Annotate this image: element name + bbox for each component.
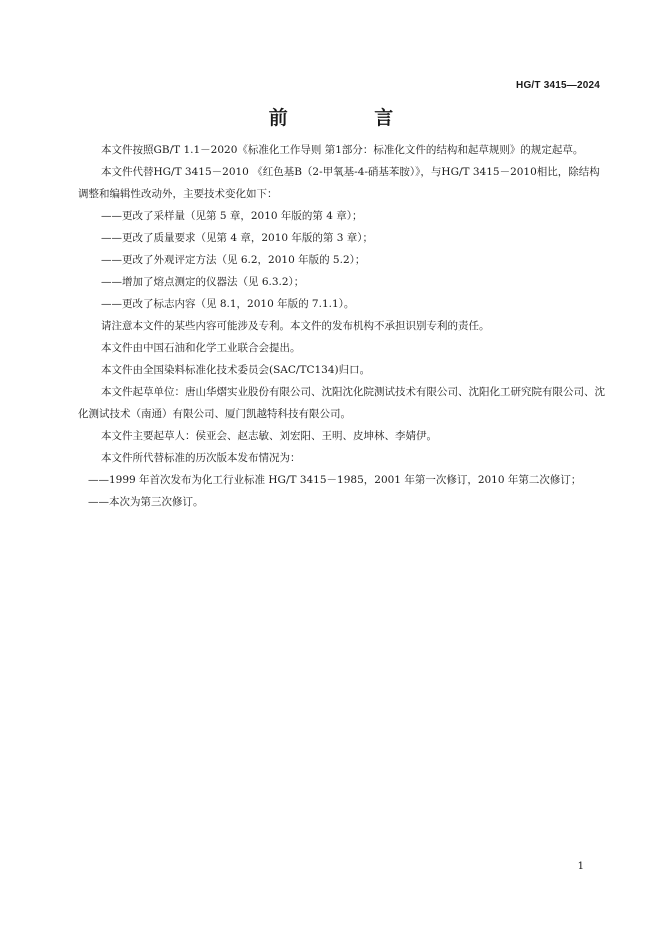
change-item: ——更改了采样量（见第 5 章，2010 年版的第 4 章）； [101,210,363,222]
paragraph-history-intro: 本文件所代替标准的历次版本发布情况为： [101,452,301,464]
paragraph-patent-notice: 请注意本文件的某些内容可能涉及专利。本文件的发布机构不承担识别专利的责任。 [101,320,490,332]
page-number: 1 [577,861,584,872]
change-item: ——更改了质量要求（见第 4 章，2010 年版的第 3 章）； [101,232,374,244]
standard-code: HG/T 3415—2024 [516,80,600,91]
history-item: ——1999 年首次发布为化工行业标准 HG/T 3415－1985，2001 年第一次修订，2010 年第二次修订； [88,474,582,486]
paragraph-proposer: 本文件由中国石油和化学工业联合会提出。 [101,342,301,354]
paragraph-drafting-units: 本文件起草单位：唐山华熠实业股份有限公司、沈阳沈化院测试技术有限公司、沈阳化工研究院有限公司、沈化测试技术（南通）有限公司、厦门凯越特科技有限公司。 [78,386,605,420]
page-title: 前 言 [268,107,434,129]
change-item: ——更改了外观评定方法（见 6.2，2010 年版的 5.2）； [101,254,366,266]
paragraph-replaces: 本文件代替HG/T 3415－2010 《红色基B（2-甲氧基-4-硝基苯胺）》，与HG/T 3415－2010相比，除结构调整和编辑性改动外，主要技术变化如下： [78,166,600,200]
change-item: ——增加了熔点测定的仪器法（见 6.3.2）； [101,276,305,288]
history-item: ——本次为第三次修订。 [88,496,204,508]
paragraph-drafting-rules: 本文件按照GB/T 1.1－2020《标准化工作导则 第1部分：标准化文件的结构和起草规则》的规定起草。 [101,144,584,156]
paragraph-drafters: 本文件主要起草人：侯亚会、赵志敏、刘宏阳、王明、皮坤林、李婧伊。 [101,430,437,442]
foreword-body [78,139,610,513]
change-item: ——更改了标志内容（见 8.1，2010 年版的 7.1.1）。 [101,298,355,310]
paragraph-committee: 本文件由全国染料标准化技术委员会(SAC/TC134)归口。 [101,364,371,376]
